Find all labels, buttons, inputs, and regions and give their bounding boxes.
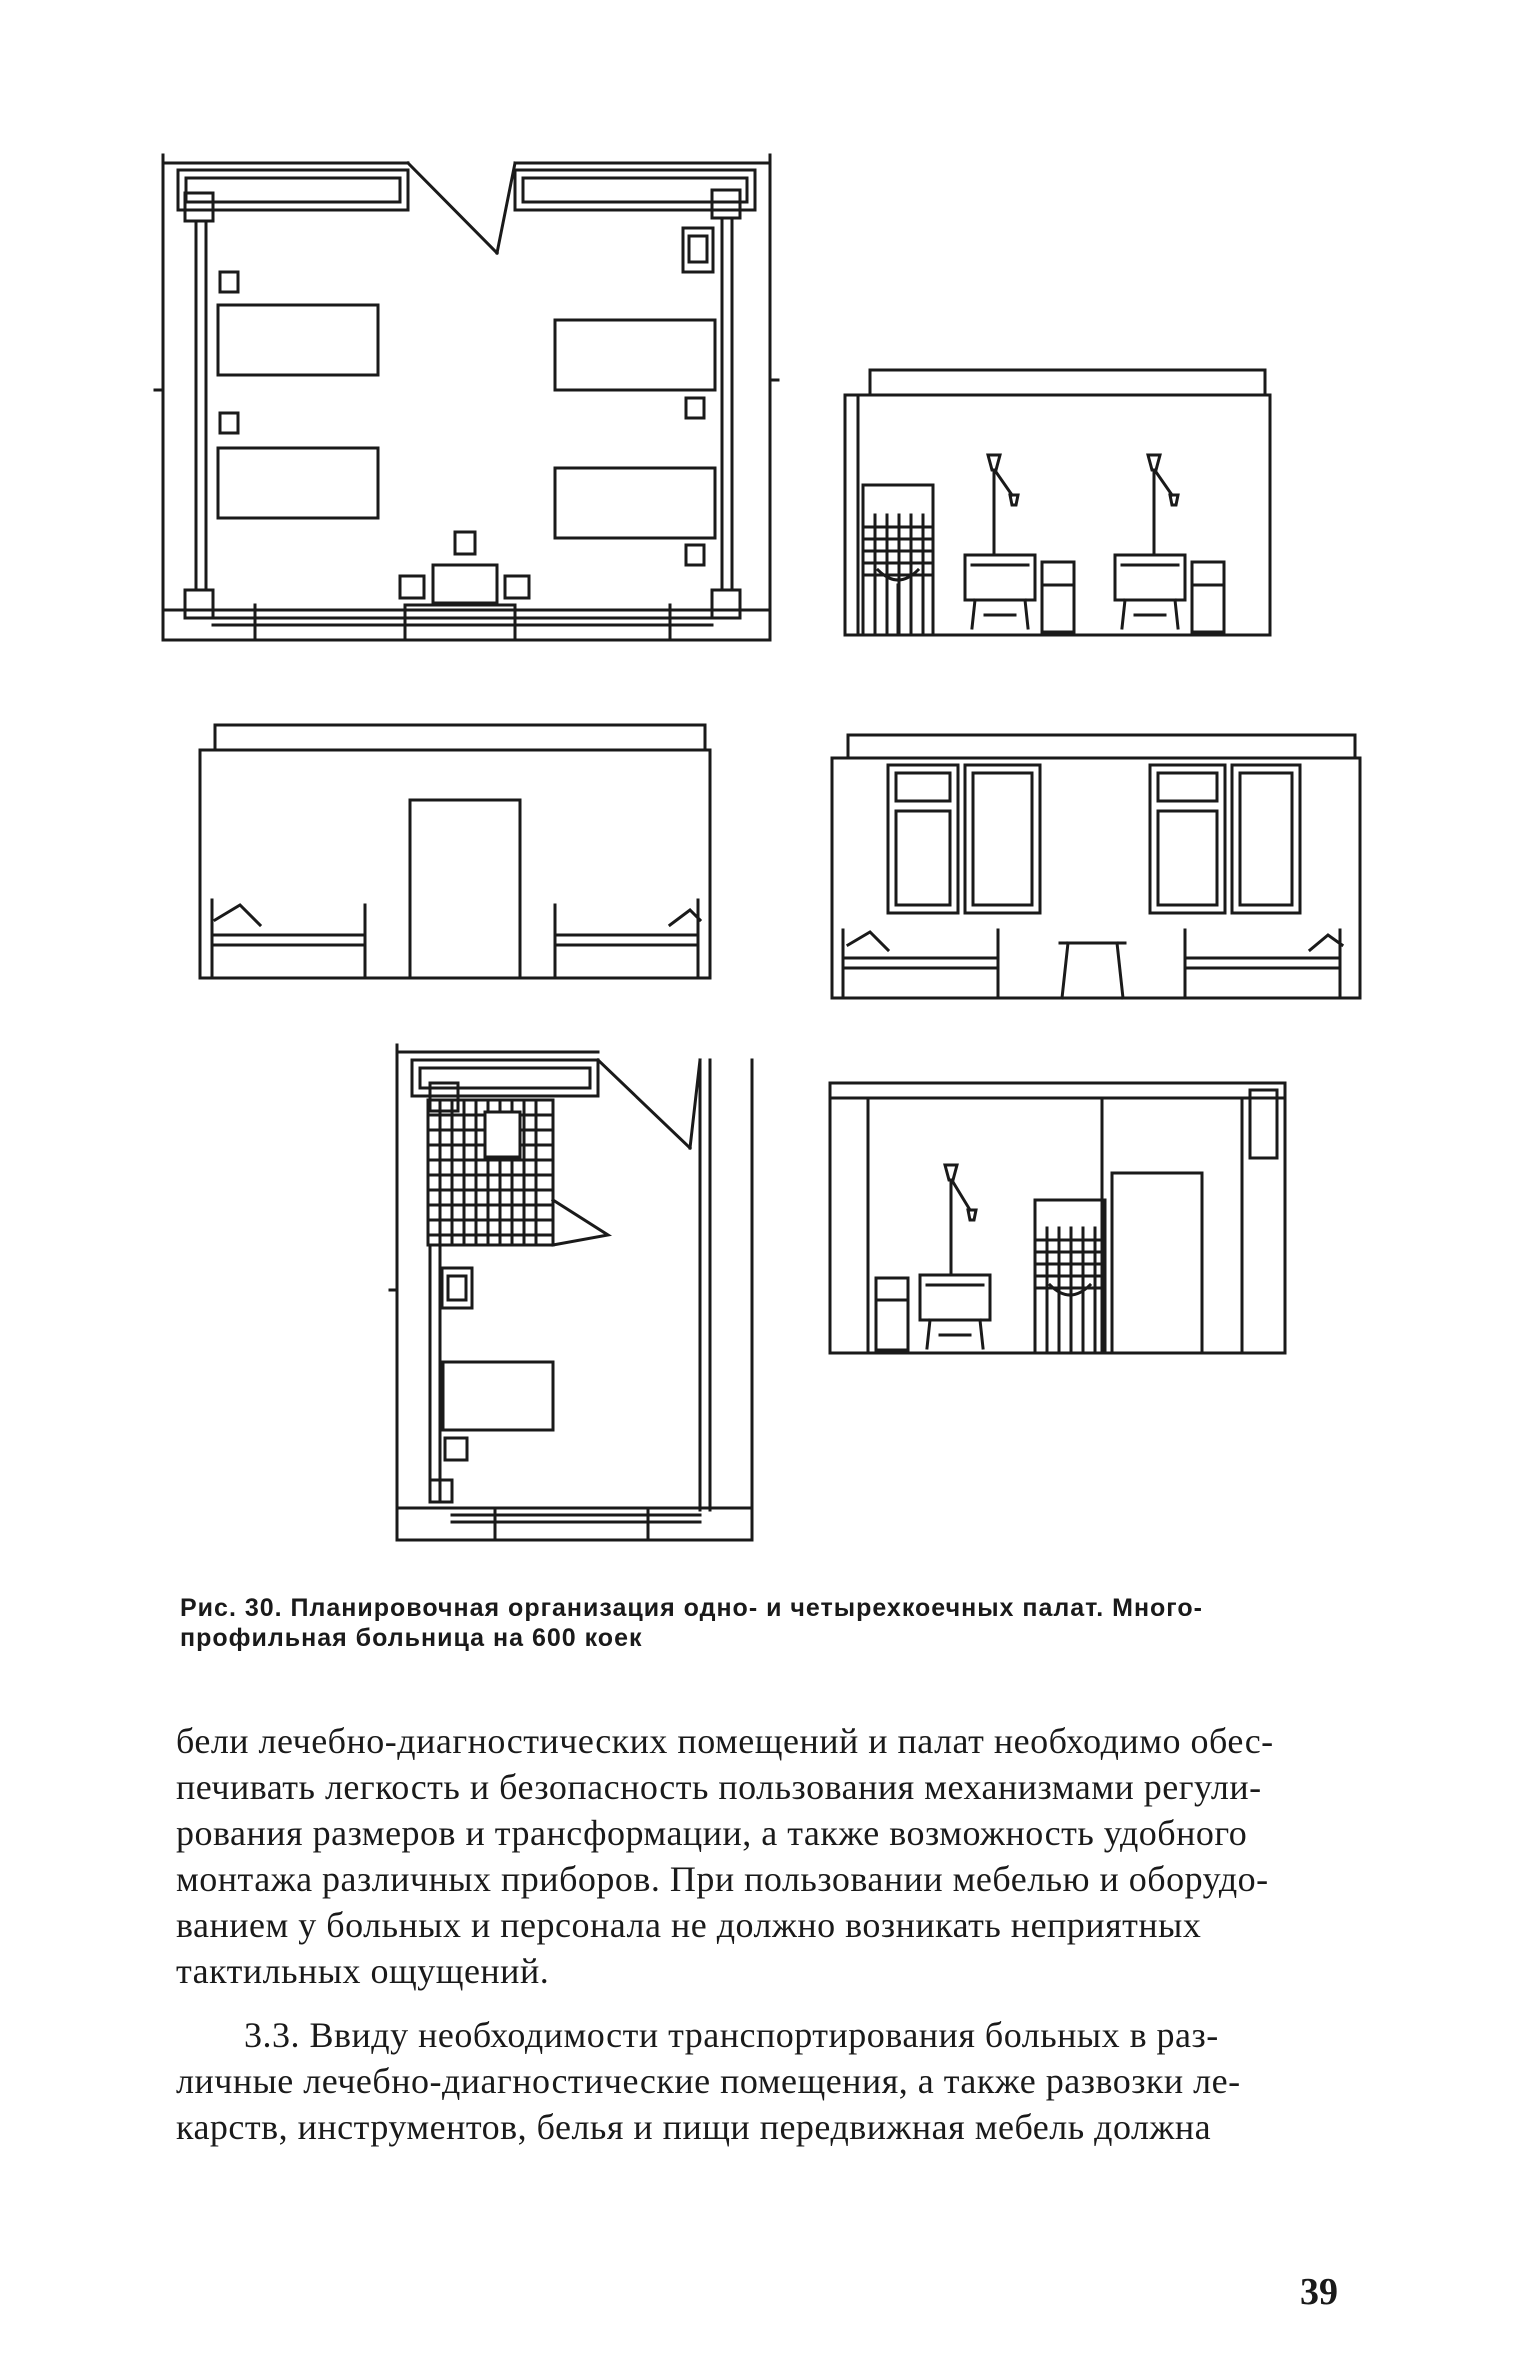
paragraph-2 (176, 2012, 1366, 2150)
text-line: карств, инструментов, белья и пищи передвижная мебель должна (176, 2107, 1212, 2147)
text-line: ванием у больных и персонала не должно возникать неприятных (176, 1905, 1202, 1945)
figure-caption (180, 1593, 1360, 1653)
page-number: 39 (1300, 2271, 1338, 2313)
text-line: монтажа различных приборов. При пользовании мебелью и оборудо- (176, 1859, 1269, 1899)
text-line: рования размеров и трансформации, а также возможность удобного (176, 1813, 1248, 1853)
paragraph-1 (176, 1718, 1366, 1994)
text-line: 3.3. Ввиду необходимости транспортирования больных в раз- (244, 2015, 1219, 2055)
body-text (176, 1718, 1366, 2150)
one-bed-ward-elevation (830, 1083, 1285, 1353)
text-line: личные лечебно-диагностические помещения, а также развозки ле- (176, 2061, 1241, 2101)
four-bed-ward-elevation-windows (832, 735, 1360, 998)
four-bed-ward-elevation-sinks (845, 370, 1270, 635)
one-bed-ward-plan (390, 1045, 752, 1540)
text-line: печивать легкость и безопасность пользования механизмами регули- (176, 1767, 1262, 1807)
caption-line-1: Рис. 30. Планировочная организация одно- и четырехкоечных палат. Много- (180, 1594, 1203, 1622)
four-bed-ward-plan (155, 155, 778, 640)
caption-line-2: профильная больница на 600 коек (180, 1624, 643, 1652)
four-bed-ward-elevation-door (200, 725, 710, 978)
text-line: бели лечебно-диагностических помещений и палат необходимо обес- (176, 1721, 1274, 1761)
text-line: тактильных ощущений. (176, 1951, 550, 1991)
